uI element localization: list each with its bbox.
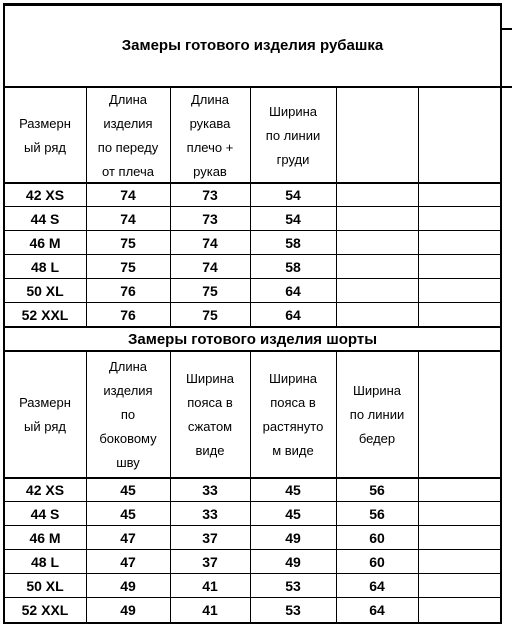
value-cell: 76: [120, 283, 136, 299]
value-cell: 75: [202, 283, 218, 299]
size-cell: 46 M: [29, 235, 61, 251]
shorts-header-hip-width: Ширина по линии бедер: [349, 383, 405, 446]
value-cell: 64: [369, 578, 385, 594]
value-cell: 49: [120, 578, 136, 594]
value-cell: 56: [369, 506, 385, 522]
value-cell: 75: [120, 235, 136, 251]
grid-line: [3, 254, 502, 255]
shorts-header-side-seam-length: Длина изделия по боковому шву: [99, 359, 157, 470]
grid-line: [336, 86, 337, 328]
grid-line: [3, 350, 502, 352]
value-cell: 56: [369, 482, 385, 498]
value-cell: 73: [202, 187, 218, 203]
grid-line: [502, 28, 512, 30]
size-cell: 48 L: [30, 259, 59, 275]
value-cell: 74: [120, 187, 136, 203]
grid-line: [3, 86, 512, 88]
shirt-table-title: Замеры готового изделия рубашка: [121, 36, 384, 54]
grid-line: [3, 3, 502, 6]
value-cell: 64: [285, 307, 301, 323]
value-cell: 49: [285, 554, 301, 570]
grid-line: [3, 326, 502, 328]
value-cell: 74: [120, 211, 136, 227]
size-cell: 42 XS: [25, 187, 65, 203]
grid-line: [3, 477, 502, 479]
shirt-header-chest-width: Ширина по линии груди: [265, 103, 321, 167]
size-cell: 52 XXL: [21, 602, 69, 618]
grid-line: [170, 350, 171, 624]
value-cell: 53: [285, 578, 301, 594]
value-cell: 45: [120, 482, 136, 498]
grid-line: [3, 597, 502, 598]
value-cell: 64: [369, 602, 385, 618]
grid-line: [170, 86, 171, 328]
grid-line: [250, 86, 251, 328]
grid-line: [3, 525, 502, 526]
value-cell: 33: [202, 506, 218, 522]
value-cell: 53: [285, 602, 301, 618]
value-cell: 58: [285, 259, 301, 275]
shirt-header-sleeve-length: Длина рукава плечо + рукав: [186, 91, 234, 179]
value-cell: 64: [285, 283, 301, 299]
grid-line: [336, 350, 337, 624]
grid-line: [418, 86, 419, 328]
value-cell: 73: [202, 211, 218, 227]
value-cell: 41: [202, 602, 218, 618]
size-cell: 50 XL: [26, 578, 64, 594]
shorts-header-waist-relaxed: Ширина пояса в сжатом виде: [185, 371, 235, 458]
value-cell: 60: [369, 554, 385, 570]
grid-line: [3, 573, 502, 574]
value-cell: 74: [202, 259, 218, 275]
shirt-header-front-length: Длина изделия по переду от плеча: [97, 91, 159, 179]
value-cell: 45: [285, 506, 301, 522]
grid-line: [3, 182, 502, 184]
value-cell: 45: [120, 506, 136, 522]
size-cell: 52 XXL: [21, 307, 69, 323]
value-cell: 49: [120, 602, 136, 618]
grid-line: [500, 3, 502, 624]
grid-line: [418, 350, 419, 624]
shirt-header-size-range: Размерн ый ряд: [19, 115, 71, 155]
grid-line: [3, 230, 502, 231]
value-cell: 54: [285, 187, 301, 203]
grid-line: [3, 549, 502, 550]
value-cell: 41: [202, 578, 218, 594]
shorts-table-title: Замеры готового изделия шорты: [127, 330, 378, 348]
grid-line: [86, 86, 87, 328]
value-cell: 49: [285, 530, 301, 546]
value-cell: 33: [202, 482, 218, 498]
size-cell: 44 S: [30, 506, 60, 522]
size-cell: 48 L: [30, 554, 59, 570]
size-cell: 42 XS: [25, 482, 65, 498]
size-cell: 46 M: [29, 530, 61, 546]
value-cell: 47: [120, 530, 136, 546]
size-cell: 50 XL: [26, 283, 64, 299]
grid-line: [3, 3, 5, 624]
shorts-header-waist-stretched: Ширина пояса в растянуто м виде: [262, 371, 324, 458]
grid-line: [250, 350, 251, 624]
value-cell: 54: [285, 211, 301, 227]
value-cell: 75: [120, 259, 136, 275]
value-cell: 60: [369, 530, 385, 546]
value-cell: 47: [120, 554, 136, 570]
grid-line: [3, 302, 502, 303]
value-cell: 45: [285, 482, 301, 498]
value-cell: 75: [202, 307, 218, 323]
value-cell: 74: [202, 235, 218, 251]
shorts-header-size-range: Размерн ый ряд: [19, 395, 71, 434]
value-cell: 76: [120, 307, 136, 323]
value-cell: 58: [285, 235, 301, 251]
grid-line: [3, 206, 502, 207]
size-cell: 44 S: [30, 211, 60, 227]
grid-line: [3, 622, 502, 624]
grid-line: [3, 501, 502, 502]
value-cell: 37: [202, 554, 218, 570]
grid-line: [3, 278, 502, 279]
value-cell: 37: [202, 530, 218, 546]
grid-line: [86, 350, 87, 624]
